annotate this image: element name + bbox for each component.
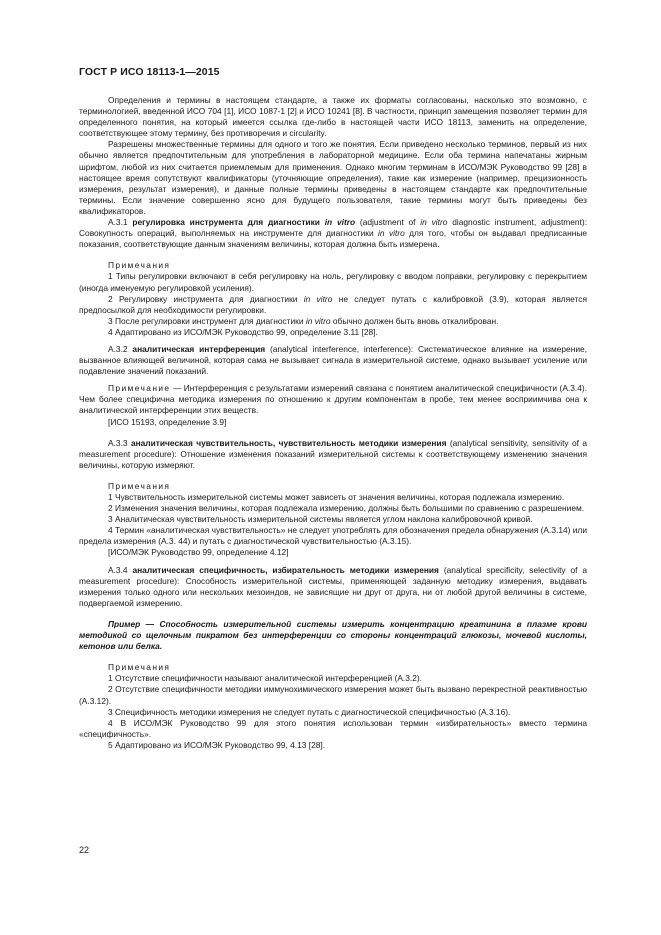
term-a31 <box>79 217 587 250</box>
note-text: 2 Регулировку инструмента для диагностики <box>108 293 304 304</box>
note-item: 2 Изменения значения величины, которая подлежала измерению, должны быть большими по сравнению с разрешением. <box>108 503 585 514</box>
note-item: 2 Отсутствие специфичности методики иммунохимического измерения может быть вызвано перекрестной реактивностью (А.3.12). <box>79 684 587 706</box>
page-number: 22 <box>79 845 90 855</box>
intro-paragraph-2: Разрешены множественные термины для одного и того же понятия. Если приведено несколько терминов, первый из них обычно является предпочтительным для употребления в лабораторной медицине. Если оба термина напечатаны жирным шрифтом, любой из них считается приемлемым для применения. Однако многим терминам в ИСО/МЭК Руководство 99 [28] в настоящее время сопутствуют квалификаторы (уточняющие определения), такие как измерение (например, прецизионность измерения, результат измерения), и данные полные термины приведены в настоящем стандарте как предпочтительные термины. Если значение совершенно ясно для будущего пользователя, такие термины могут быть приведены без квалификаторов. <box>79 139 587 216</box>
intro-paragraph-1: Определения и термины в настоящем стандарте, а также их форматы согласованы, насколько это возможно, с терминологией, введенной ИСО 704 [1], ИСО 1087-1 [2] и ИСО 10241 [8]. В частности, принцип замещения позволяет термин для определенного понятия, на который имеется ссылка где-либо в настоящей части ИСО 18113, заменить на определение, соответствующее этому термину, без противоречия и circularity. <box>79 95 587 139</box>
note-text-italic: in vitro <box>303 293 333 304</box>
term-text: (adjustment of <box>355 217 421 228</box>
note-item <box>79 316 587 327</box>
term-text: (analytical specificity, selectivity of a measurement procedure): Способность измерительной системы, применяющей заданную методику измерения, выдавать измерения только одного или нескольких мезоиндов, не зависящие ни друг от друга, ни от любой другой величины в системе, подвергаемой измерению. <box>79 564 588 608</box>
note-item: 3 Аналитическая чувствительность измерительной системы является углом наклона калибровочной кривой. <box>108 514 533 525</box>
term-text: (analytical sensitivity, sensitivity of a measurement procedure): Отношение изменения показаний измерительной системы к соответствующему изменению значения величины, которую измеряют. <box>79 437 587 470</box>
note-item: 3 Специфичность методики измерения не следует путать с диагностической специфичностью (А.3.16). <box>108 706 511 717</box>
notes-label: Примечания <box>108 260 171 271</box>
term-number: А.3.4 <box>108 564 128 575</box>
term-number: А.3.1 <box>108 217 128 228</box>
note-label: Примечание <box>108 383 171 394</box>
term-a34 <box>79 565 587 609</box>
note-text: — Интерференция с результатами измерений связана с понятием аналитической специфичности (А.3.4). Чем более специфична методика измерения по отношению к другим компонентам в пробе, тем менее восприимчива она к аналитической интерференции этих веществ. <box>79 383 587 416</box>
note-text: 3 После регулировки инструмент для диагностики <box>108 315 306 326</box>
term-text-italic: in vitro <box>420 217 448 228</box>
note-item <box>79 294 587 316</box>
note-item: 4 Адаптировано из ИСО/МЭК Руководство 99, определение 3.11 [28]. <box>108 326 378 337</box>
document-body <box>79 95 587 751</box>
term-text: для того, чтобы он выдавал предписанные показания, соответствующие данным значениям величины, которая должна быть измерена. <box>79 228 587 250</box>
term-number: А.3.3 <box>108 437 128 448</box>
note-item: 4 В ИСО/МЭК Руководство 99 для этого понятия использован термин «избирательность» вместо термина «специфичность». <box>79 717 587 739</box>
term-number: А.3.2 <box>108 343 128 354</box>
term-title: регулировка инструмента для диагностики <box>132 217 320 228</box>
term-text: diagnostic instrument, adjustment): Совокупность операций, выполняемых на инструменте для диагностики <box>79 217 588 239</box>
notes-label: Примечания <box>108 662 171 673</box>
notes-label: Примечания <box>108 480 171 491</box>
term-a33 <box>79 438 587 471</box>
source-reference: [ИСО 15193, определение 3.9] <box>108 416 227 427</box>
note-item: 1 Типы регулировки включают в себя регулировку на ноль, регулировку с вводом поправки, регулировку с перекрытием (иногда именуемую регулировкой усиления). <box>79 271 587 293</box>
note-item: 1 Отсутствие специфичности называют аналитической интерференцией (А.3.2). <box>108 673 423 684</box>
note-text: не следует путать с калибровкой (3.9), которая является предпосылкой для необходимости регулировки. <box>79 293 587 315</box>
term-title: аналитическая чувствительность, чувствительность методики измерения <box>130 437 447 448</box>
source-reference: [ИСО/МЭК Руководство 99, определение 4.12] <box>108 547 289 558</box>
note-item: 1 Чувствительность измерительной системы может зависеть от значения величины, которая подлежала измерению. <box>108 492 565 502</box>
term-text-italic: in vitro <box>378 228 405 239</box>
example-paragraph: Пример — Способность измерительной системы измерить концентрацию креатинина в плазме крови методикой со щелочным пикратом без интерференции со стороны концентраций глюкозы, мочевой кислоты, кетонов или белка. <box>79 618 587 652</box>
note-single <box>79 383 587 416</box>
document-header: ГОСТ Р ИСО 18113-1—2015 <box>79 66 220 78</box>
note-text: обычно должен быть вновь откалиброван. <box>330 315 499 326</box>
term-a32 <box>79 344 587 377</box>
term-title: аналитическая интерференция <box>132 343 266 354</box>
note-item: 4 Термин «аналитическая чувствительность» не следует употреблять для обозначения предела обнаружения (А.3.14) или предела измерения (А.3. 44) и путать с диагностической чувствительностью (А.3.15). <box>79 525 587 547</box>
note-text-italic: in vitro <box>305 315 331 326</box>
term-title: аналитическая специфичность, избирательность методики измерения <box>132 564 439 575</box>
term-title-italic: in vitro <box>324 217 356 228</box>
note-item: 5 Адаптировано из ИСО/МЭК Руководство 99, 4.13 [28]. <box>108 739 326 750</box>
term-text: (analytical interference, interference): Систематическое влияние на измерение, вызванное влияющей величиной, которая сама не вызывает сигнала в измерительной системе, однако вызывает усиление или подавление значений показаний. <box>79 343 587 377</box>
